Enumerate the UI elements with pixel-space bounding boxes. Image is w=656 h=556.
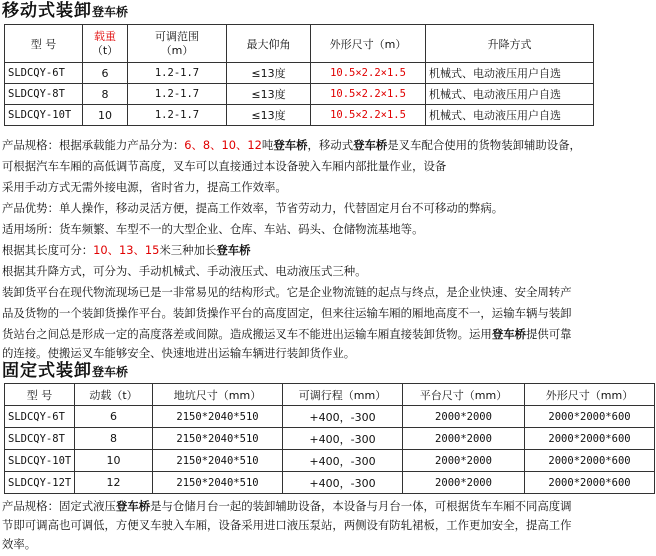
fixed-spec-term: 登车桥 <box>115 499 151 513</box>
fixed-cell-pit: 2150*2040*510 <box>153 428 283 450</box>
fixed-title-text: 固定式装卸 <box>2 361 92 381</box>
fixed-cell-pit: 2150*2040*510 <box>153 450 283 472</box>
mobile-platform-text: 提供可靠 <box>526 327 572 341</box>
fixed-header-model: 型 号 <box>5 384 75 406</box>
mobile-header-model: 型 号 <box>5 25 83 63</box>
mobile-header-load-unit: （t） <box>91 43 119 57</box>
mobile-length-text: 根据其长度可分： <box>2 243 94 257</box>
mobile-header-lift: 升降方式 <box>426 25 594 63</box>
mobile-header-range-label: 可调范围 <box>155 29 199 43</box>
mobile-platform-line: 的连接。使搬运叉车能够安全、快速地进出运输车辆进行装卸货作业。 <box>2 346 356 360</box>
fixed-cell-pit: 2150*2040*510 <box>153 472 283 494</box>
fixed-cell-model: SLDCQY-12T <box>5 472 75 494</box>
fixed-spec-text: 是与仓储月台一起的装卸辅助设备，本设备与月台一体，可根据货车车厢不同高度调 <box>150 499 572 513</box>
mobile-header-range <box>128 25 227 63</box>
mobile-cell-load: 8 <box>83 84 128 105</box>
fixed-table-header-row <box>5 384 655 406</box>
table-row <box>5 84 594 105</box>
table-row <box>5 63 594 84</box>
fixed-cell-model: SLDCQY-6T <box>5 406 75 428</box>
mobile-spec-text: 是叉车配合使用的货物装卸辅助设备， <box>387 138 581 152</box>
fixed-cell-dims: 2000*2000*600 <box>525 472 655 494</box>
mobile-cell-model: SLDCQY-6T <box>5 63 83 84</box>
fixed-header-load: 动载（t） <box>75 384 153 406</box>
mobile-cell-range: 1.2-1.7 <box>128 105 227 126</box>
fixed-spec-text: 产品规格：固定式液压 <box>2 499 116 513</box>
mobile-header-load-label: 载重 <box>94 29 116 43</box>
table-row <box>5 105 594 126</box>
mobile-cell-dims: 10.5×2.2×1.5 <box>311 105 426 126</box>
mobile-spec-text: 产品规格：根据承载能力产品分为： <box>2 138 185 152</box>
fixed-cell-platform: 2000*2000 <box>403 428 525 450</box>
mobile-title-text: 移动式装卸 <box>2 1 92 21</box>
fixed-cell-travel: +400，-300 <box>283 450 403 472</box>
fixed-cell-model: SLDCQY-10T <box>5 450 75 472</box>
mobile-lift-line: 根据其升降方式，可分为、手动机械式、手动液压式、电动液压式三种。 <box>2 264 367 278</box>
mobile-cell-angle: ≤13度 <box>227 63 311 84</box>
mobile-cell-angle: ≤13度 <box>227 105 311 126</box>
mobile-usage-line: 适用场所：货车频繁、车型不一的大型企业、仓库、车站、码头、仓储物流基地等。 <box>2 222 424 236</box>
fixed-cell-dims: 2000*2000*600 <box>525 428 655 450</box>
mobile-cell-model: SLDCQY-8T <box>5 84 83 105</box>
fixed-header-dims: 外形尺寸（mm） <box>525 384 655 406</box>
fixed-cell-load: 12 <box>75 472 153 494</box>
mobile-desc-line: 可根据汽车车厢的高低调节高度，叉车可以直接通过本设备驶入车厢内部批量作业，设备 <box>2 159 447 173</box>
mobile-spec-term: 登车桥 <box>353 138 388 152</box>
fixed-desc-line: 节即可调高也可调低，方便叉车驶入车厢，设备采用进口液压泵站，两侧设有防轧裙板，工作更加安全，提高工作 <box>2 518 572 532</box>
mobile-header-angle: 最大仰角 <box>227 25 311 63</box>
fixed-title-suffix: 登车桥 <box>92 365 129 379</box>
fixed-cell-load: 10 <box>75 450 153 472</box>
mobile-length-text: 米三种加长 <box>159 243 217 257</box>
table-row <box>5 450 655 472</box>
mobile-spec-line <box>2 137 654 154</box>
fixed-header-pit: 地坑尺寸（mm） <box>153 384 283 406</box>
fixed-cell-dims: 2000*2000*600 <box>525 450 655 472</box>
mobile-spec-table <box>4 24 594 126</box>
fixed-spec-table <box>4 383 655 494</box>
mobile-platform-line <box>2 326 654 343</box>
mobile-section-title <box>2 1 128 22</box>
mobile-cell-lift: 机械式、电动液压用户自选 <box>426 105 594 126</box>
mobile-spec-tonnage: 6、8、10、12 <box>184 138 262 152</box>
mobile-cell-lift: 机械式、电动液压用户自选 <box>426 84 594 105</box>
mobile-length-line <box>2 242 654 259</box>
mobile-spec-term: 登车桥 <box>273 138 308 152</box>
fixed-desc-line: 效率。 <box>2 537 37 551</box>
mobile-cell-range: 1.2-1.7 <box>128 84 227 105</box>
mobile-length-values: 10、13、15 <box>93 243 160 257</box>
mobile-cell-load: 10 <box>83 105 128 126</box>
mobile-platform-term: 登车桥 <box>491 327 526 341</box>
mobile-spec-unit: 吨 <box>261 138 274 152</box>
mobile-header-dims: 外形尺寸（m） <box>311 25 426 63</box>
fixed-cell-travel: +400，-300 <box>283 406 403 428</box>
fixed-cell-model: SLDCQY-8T <box>5 428 75 450</box>
mobile-cell-load: 6 <box>83 63 128 84</box>
mobile-platform-text: 货站台之间总是形成一定的高度落差或间隙。造成搬运叉车不能进出运输车厢直接装卸货物。运用 <box>2 327 492 341</box>
mobile-advantage-line: 产品优势：单人操作，移动灵活方便，提高工作效率，节省劳动力，代替固定月台不可移动的弊病。 <box>2 201 504 215</box>
mobile-table-header-row <box>5 25 594 63</box>
fixed-section-title <box>2 361 128 382</box>
fixed-cell-travel: +400，-300 <box>283 428 403 450</box>
mobile-cell-model: SLDCQY-10T <box>5 105 83 126</box>
table-row <box>5 472 655 494</box>
mobile-title-suffix: 登车桥 <box>92 5 129 19</box>
fixed-cell-platform: 2000*2000 <box>403 450 525 472</box>
fixed-cell-load: 8 <box>75 428 153 450</box>
table-row <box>5 428 655 450</box>
mobile-platform-line: 品及货物的一个装卸货操作平台。装卸货操作平台的高度固定，但来往运输车厢的厢地高度不一，运输车辆与装卸 <box>2 306 572 320</box>
table-row <box>5 406 655 428</box>
mobile-cell-lift: 机械式、电动液压用户自选 <box>426 63 594 84</box>
mobile-header-load <box>83 25 128 63</box>
fixed-cell-platform: 2000*2000 <box>403 406 525 428</box>
fixed-cell-dims: 2000*2000*600 <box>525 406 655 428</box>
mobile-header-range-unit: （m） <box>160 43 194 57</box>
mobile-cell-dims: 10.5×2.2×1.5 <box>311 84 426 105</box>
fixed-header-platform: 平台尺寸（mm） <box>403 384 525 406</box>
mobile-cell-angle: ≤13度 <box>227 84 311 105</box>
fixed-cell-travel: +400，-300 <box>283 472 403 494</box>
fixed-cell-platform: 2000*2000 <box>403 472 525 494</box>
mobile-length-term: 登车桥 <box>216 243 251 257</box>
mobile-platform-line: 装卸货平台在现代物流现场已是一非常易见的结构形式。它是企业物流链的起点与终点，是企业快速、安全周转产 <box>2 285 572 299</box>
fixed-cell-load: 6 <box>75 406 153 428</box>
mobile-cell-dims: 10.5×2.2×1.5 <box>311 63 426 84</box>
fixed-spec-line <box>2 498 654 515</box>
fixed-header-travel: 可调行程（mm） <box>283 384 403 406</box>
mobile-cell-range: 1.2-1.7 <box>128 63 227 84</box>
fixed-cell-pit: 2150*2040*510 <box>153 406 283 428</box>
mobile-desc-line: 采用手动方式无需外接电源，省时省力，提高工作效率。 <box>2 180 287 194</box>
mobile-spec-text: ，移动式 <box>307 138 354 152</box>
